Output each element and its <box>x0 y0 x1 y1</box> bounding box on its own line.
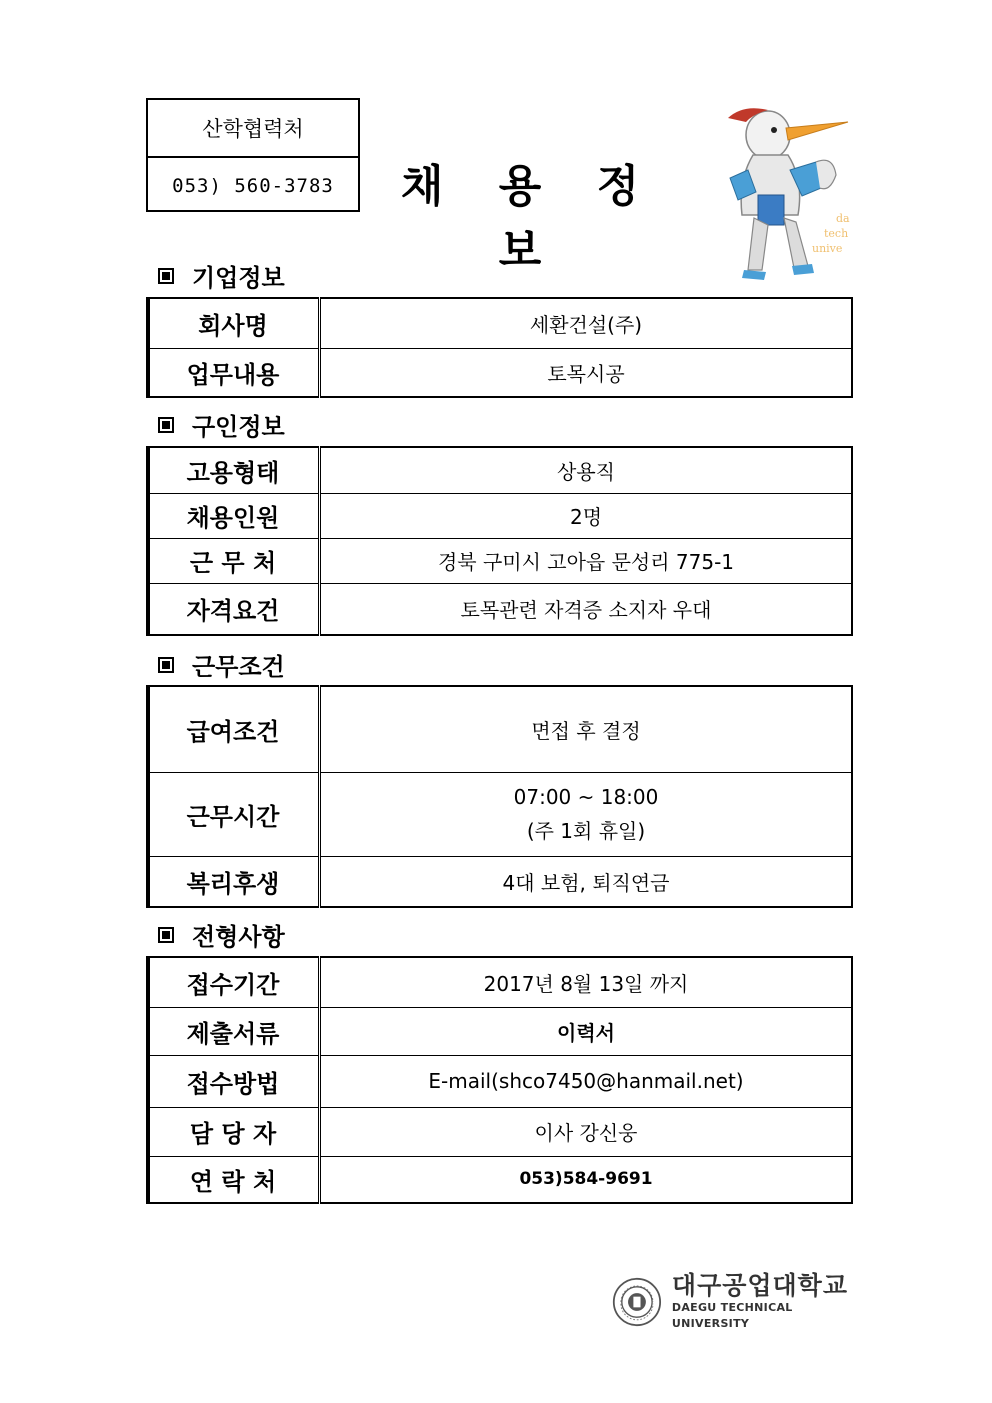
mascot-illustration <box>708 100 853 290</box>
row-label: 회사명 <box>147 298 320 348</box>
conditions-info-table <box>146 685 853 908</box>
university-name <box>672 1272 852 1332</box>
table-row <box>147 583 852 635</box>
row-label: 업무내용 <box>147 348 320 397</box>
contact-label: 산학협력처 <box>148 100 358 158</box>
university-name-korean: 대구공업대학교 <box>671 1271 848 1300</box>
phone-value: 053)584-9691 <box>320 1156 853 1203</box>
university-seal-icon <box>612 1274 662 1330</box>
contact-box <box>146 98 360 212</box>
row-value: 이사 강신웅 <box>320 1107 853 1156</box>
section-bullet-icon <box>158 657 174 673</box>
row-label: 제출서류 <box>147 1007 320 1055</box>
section-bullet-icon <box>158 417 174 433</box>
row-label: 연 락 처 <box>147 1156 320 1203</box>
row-value: 경북 구미시 고아읍 문성리 775-1 <box>320 538 853 583</box>
row-value <box>320 772 853 856</box>
row-label: 접수기간 <box>147 957 320 1007</box>
university-name-english: DAEGU TECHNICAL UNIVERSITY <box>671 1301 793 1330</box>
table-row <box>147 957 852 1007</box>
table-row <box>147 538 852 583</box>
row-value: 세환건설(주) <box>320 298 853 348</box>
row-value: 4대 보험, 퇴직연금 <box>320 856 853 907</box>
row-label: 급여조건 <box>147 686 320 772</box>
section-heading-process <box>158 917 285 952</box>
university-logo <box>612 1270 852 1334</box>
row-label: 채용인원 <box>147 493 320 538</box>
section-heading-conditions <box>158 647 285 682</box>
table-row <box>147 856 852 907</box>
table-row <box>147 493 852 538</box>
svg-text:da: da <box>836 212 850 225</box>
section-title: 전형사항 <box>192 923 285 951</box>
table-row <box>147 686 852 772</box>
work-hours-time: 07:00 ~ 18:00 <box>513 785 659 809</box>
contact-phone: 053) 560-3783 <box>172 175 334 197</box>
section-heading-company <box>158 258 285 293</box>
row-label: 담 당 자 <box>147 1107 320 1156</box>
table-row <box>147 1055 852 1107</box>
email-value[interactable]: E-mail(shco7450@hanmail.net) <box>320 1055 853 1107</box>
section-bullet-icon <box>158 268 174 284</box>
svg-text:tech: tech <box>824 227 849 240</box>
job-info-table <box>146 446 853 636</box>
table-row <box>147 1156 852 1203</box>
section-title: 기업정보 <box>192 264 285 292</box>
table-row <box>147 348 852 397</box>
section-bullet-icon <box>158 927 174 943</box>
section-title: 근무조건 <box>192 653 285 681</box>
row-label: 접수방법 <box>147 1055 320 1107</box>
row-label: 근 무 처 <box>147 538 320 583</box>
process-info-table <box>146 956 853 1204</box>
company-info-table <box>146 297 853 398</box>
row-value: 면접 후 결정 <box>320 686 853 772</box>
svg-text:unive: unive <box>812 242 843 255</box>
table-row <box>147 447 852 493</box>
row-value: 토목시공 <box>320 348 853 397</box>
row-label: 근무시간 <box>147 772 320 856</box>
table-row <box>147 1107 852 1156</box>
row-value: 이력서 <box>320 1007 853 1055</box>
row-value: 2017년 8월 13일 까지 <box>320 957 853 1007</box>
section-heading-job <box>158 407 285 442</box>
table-row <box>147 1007 852 1055</box>
row-label: 자격요건 <box>147 583 320 635</box>
row-label: 복리후생 <box>147 856 320 907</box>
row-value: 상용직 <box>320 447 853 493</box>
row-value: 토목관련 자격증 소지자 우대 <box>320 583 853 635</box>
table-row <box>147 298 852 348</box>
row-label: 고용형태 <box>147 447 320 493</box>
row-value: 2명 <box>320 493 853 538</box>
table-row <box>147 772 852 856</box>
work-hours-note: (주 1회 휴일) <box>526 819 646 843</box>
section-title: 구인정보 <box>192 413 285 441</box>
page-title: 채 용 정 보 <box>400 161 660 276</box>
